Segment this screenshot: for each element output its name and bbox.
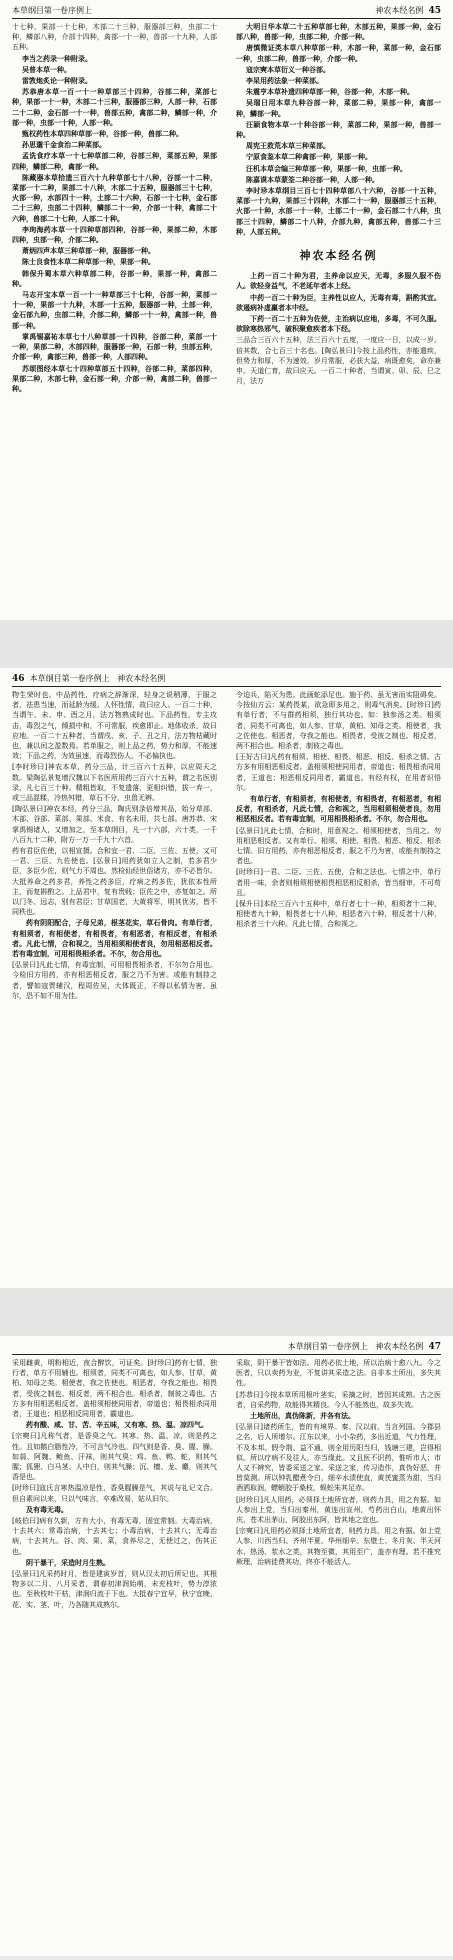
paragraph: [时珍曰]寇氏言寒热温凉是性，香臭腥臊是气，其说与礼记文合。但自素问以来，只以气味言，卒难改易，姑从旧尔。 [12,1484,217,1503]
text-column-right [236,1358,441,1950]
paragraph: 土地所出，真伪陈新，并各有法。 [250,1411,355,1421]
source-entry: 朱震亨本草补遗四种草部一种，谷部一种，木部一种。 [246,87,414,97]
source-entry: 萧炳四声本草三种草部一种，服器部一种。 [22,246,155,256]
source-entry: 苏颂图经本草七十四种草部五十四种，谷部二种，菜部四种，果部二种，木部七种，金石部一种，介部一种，禽部二种，兽部一种。 [12,363,217,393]
header-title: 本草纲目第一卷序例上 [29,674,110,683]
source-entry: 寇宗奭本草衍义一种谷部。 [246,64,330,74]
paragraph: [李时珍曰]神农本草，药分三品，计三百六十五种，以应周天之数。梁陶弘景复增汉魏以下名医所用药三百六十五种，谓之名医别录，凡七百三十种。精粗皆取，不复遗落，更相纠错，拔一弃一，或三品混糅，冷热舛错，草石不分，虫兽无辨。 [12,763,217,803]
running-header [12,672,441,687]
paragraph: [弘景曰]凡此七情，有毒宜制，可用相畏相杀者，不尔勿合用也。今检旧方用药，亦有相恶相反者，服之乃不为害。或能有制持之者，譬如寇贾辅汉，程周佐吴，大体既正，不得以私情为害。虽尔，恐不如不用为佳。 [12,961,217,1000]
text-column-right [236,690,441,1282]
paragraph: [保升曰]本经三百六十五种中，单行者七十一种，相须者十二种，相使者九十种，相畏者七十八种，相恶者六十种，相反者十八种，相杀者三十六种。凡此七情，合和视之。 [236,900,441,929]
source-entry: 掌禹锡嘉祐本草七十八种草部一十四种，谷部二种，菜部一十一种，果部二种，木部四种，服器部一种，石部一种，虫部五种，介部一种，禽部三种，兽部一种，人部四种。 [12,331,217,362]
text-column-right [236,22,441,614]
source-entry: 李珣海药本草一十四种草部四种，谷部一种，果部二种，木部四种，虫部一种，介部二种。 [12,224,217,245]
source-entry: 大明日华本草二十五种草部七种，木部五种，果部一种，金石部八种，兽部一种，虫部二种，介部一种。 [236,22,441,42]
page-47 [0,1336,453,1956]
paragraph: [苏恭曰]今按本草所用根叶茎实，采摘之时，皆因其成熟。古之医者，自采药物，故能得其精良。今人不能然也，故多失效。 [236,1390,441,1409]
page-gap [0,620,453,668]
paragraph: 十七种，果部一十七种，木部二十三种，服器部三种，虫部二十种，鳞部八种，介部十四种，禽部一十一种，兽部一十九种，人部五种。 [12,23,217,52]
running-header [12,4,441,19]
header-section: 神农本经名例 [375,6,424,15]
source-entry: 韩保升蜀本草六种草部二种，谷部一种，果部一种，禽部二种。 [12,268,217,288]
section-heading: 神农本经名例 [299,249,378,263]
source-entry: 李杲用药法象一种菜部。 [246,76,323,86]
header-section: 神农本经名例 [375,1342,424,1351]
page-number: 45 [428,6,441,16]
source-entry: 汪机本草会编三种草部一种，果部一种，虫部一种。 [246,163,407,173]
header-section: 神农本经名例 [117,674,166,683]
header-title: 本草纲目第一卷序例上 [12,6,92,15]
page-number: 47 [428,1342,441,1352]
paragraph: 阴干暴干，采造时月生熟。 [26,1557,110,1567]
source-entry: 陈嘉谟本草蒙筌二种谷部一种，人部一种。 [246,174,379,184]
page-number: 46 [12,674,25,684]
paragraph: 下药一百二十五种为佐使，主治病以应地，多毒，不可久服。欲除寒热邪气，破积聚愈疾者本下经。 [236,314,441,334]
running-header [12,1340,441,1355]
paragraph: 有单行者，有相须者，有相使者，有相畏者，有相恶者，有相反者，有相杀者，凡此七情，合和视之，当用相须相使者良，勿用相恶相反者。若有毒宜制，可用相畏相杀者。不尔，勿合用也。 [236,794,441,824]
page-45 [0,0,453,620]
source-entry: 宁原食鉴本草二种禽部一种，果部一种。 [246,152,372,162]
paragraph: [时珍曰]凡人用药，必须择土地所宜者，则药力具，用之有据。如人参出上党，当归出秦州，黄连出宣州，芍药出白山，地黄出怀庆，苍术出茅山，阿胶出东阿，皆其地之宜也。 [236,1495,441,1525]
paragraph: 药有阴阳配合，子母兄弟，根茎花实，草石骨肉。有单行者，有相须者，有相使者，有相畏者，有相恶者，有相反者，有相杀者。凡此七情，合和视之，当用相须相使者良，勿用相恶相反者。若有毒宜制，可用相畏相杀者。不尔，勿合用也。 [12,918,217,959]
text-column-left [12,1358,217,1950]
source-entry: 甄权药性本草四种草部一种，谷部一种，兽部二种。 [22,129,183,139]
paragraph: [弘景曰]诸药所生，皆的有境界。秦、汉以前，当言列国。今郡县之名，后人所增尔。江东以来，小小杂药，多出近道，气力性理，不及本邦。假令荆、益不通，则全用历阳当归，钱塘三建，岂得相似。所以疗病不及往人，亦当缘此。又且医不识药，惟听市人；市人又不辨究，皆委采送之家。采送之家，传习造作，真伪好恶，并皆莫测。所以钟乳醋煮令白，细辛水渍使直，黄芪蜜蒸为甜，当归酒洒取润，螵蛸胶于桑枝，蜈蚣朱其足赤。 [236,1423,441,1493]
source-entry: 苏恭唐本草一百一十一种草部三十四种，谷部二种，菜部七种，果部一十一种，木部二十三种，服器部三种，人部一种，石部二十二种，金石部一十一种，兽部五种，禽部二种，鳞部一种，介部一种，虫部一十种，人部一种。 [12,87,217,127]
paragraph: 物生荣时也。中品药性，疗病之辞渐深，轻身之说稍薄，于服之者，祛患当速，而延龄为缓。人怀性情，故曰应人。一百二十种，当谓午、未、申、酉之月，法万物熟成时也。下品药性，专主攻击，毒烈之气，倾损中和，不可常服，疾愈即止。地体收杀，故曰应地。一百二十五种者，当谓戌、亥、子、丑之月，法万物枯藏时也，兼以闰之盈数焉。若单服之，则上品之药，势力和厚，不能速效；下品之药，为效虽速，而毒烈伤人，不必偏执也。 [12,691,217,761]
paragraph: [宗奭曰]凡称气者，是香臭之气。其寒、热、温、凉，则是药之性。且如鹅白脂性冷，不可言气冷也。四气则是香、臭、腥、臊。如蒜、阿魏、鲍鱼、汗袜，则其气臭；鸡、鱼、鸭、蛇，则其气腥；狐狸、白马茎、人中白，则其气臊；沉、檀、龙、麝，则其气香是也。 [12,1432,217,1482]
paragraph: [王好古曰]凡药有相须、相使、相畏、相恶、相反、相杀之情。古方多有用相恶相反者。盖相须相使同用者，帝道也；相畏相杀同用者，王道也；相恶相反同用者，霸道也。有经有权，在用者识悟尔。 [236,753,441,792]
header-title: 本草纲目第一卷序例上 [287,1342,368,1351]
source-entry: 孙思邈千金食治二种菜部。 [22,140,106,150]
source-entry: 吴普本草一种。 [22,64,71,74]
paragraph: [岐伯曰]病有久新，方有大小，有毒无毒，固宜常制。大毒治病，十去其六；常毒治病，十去其七；小毒治病，十去其八；无毒治病，十去其九。谷、肉、果、菜，食养尽之，无使过之，伤其正也。 [12,1517,217,1556]
paragraph: 药有君臣佐使，以相宣摄。合和宜一君、二臣、三佐、五使，又可一君、三臣、九佐使也。[弘景曰]用药犹如立人之制，若多君少臣，多臣少佐，则气力不周也。然检仙经世俗诸方，亦不必皆尔。大抵养命之药多君，养性之药多臣，疗病之药多佐，犹依本性所主，而复斟酌之。上品君中，复有贵贱；臣佐之中，亦复如之。所以门冬、远志，别有君臣；甘草国老，大黄将军，明其优劣，皆不同秩也。 [12,847,217,917]
paragraph: [弘景曰]凡此七情，合和时，用意视之。相须相使者，当用之。勿用相恶相反者。又有单行、相须、相使、相畏、相恶、相反、相杀七情。旧方用药，亦有相恶相反者，服之不乃为害，或能有制持之者也。 [236,826,441,866]
source-entry: 孟诜食疗本草一十七种草部二种，谷部三种，菜部五种，果部四种，鳞部二种，禽部一种。 [12,151,217,171]
paragraph: [时珍曰]一君、二臣、三佐、五使，合和之法也。七情之中，单行者用一味，余者则相须相使相畏相恶相反相杀，皆当细审，不可苟且。 [236,868,441,897]
paragraph: 采取，阴干暴干皆如法。用药必依土地，所以治病十愈八九。今之医者，只以卖药为业，不复讲其采造之法。自非本土所出，多失其性。 [236,1359,441,1388]
source-entry: 雷敩炮炙论一种附录。 [22,76,92,86]
paragraph: 及有毒无毒。 [26,1504,68,1514]
paragraph: [陶弘景曰]神农本经，药分三品，陶氏别录倍增其品，始分草部、木部、谷部、菜部、果部、米食、有名未用，共七部。唐苏恭、宋掌禹锡诸人，又增加之，至本草纲目，凡一十六部，六十类，一千八百九十二种，附方一万一千九十六首。 [12,805,217,844]
source-entry: 李时珍本草纲目三百七十四种草部八十六种，谷部一十五种，菜部一十九种，果部三十四种，木部二十一种，服器部三十五种，火部一十种，水部一十一种，土部二十一种，金石部二十八种，虫部三十四种，鳞部二十八种，介部九种，禽部五种，兽部二十三种，人部五种。 [236,186,441,236]
paragraph: 上药一百二十种为君，主养命以应天，无毒，多服久服不伤人。欲轻身益气，不老延年者本上经。 [236,271,441,291]
page-46 [0,668,453,1288]
paragraph: 药有酸、咸、甘、苦、辛五味，又有寒、热、温、凉四气。 [26,1420,208,1430]
source-entry: 陈士良食性本草二种草部一种，果部一种。 [22,257,155,267]
paragraph: 采用雌黄，明粉相近，夜合醉饮，可证矣。[时珍曰]药有七情，独行者，单方不用辅也。相须者，同类不可离也，如人参、甘草，黄柏、知母之类。相使者，我之佐使也。相恶者，夺我之能也。相畏者，受彼之制也。相反者，两不相合也。相杀者，制彼之毒也。古方多有用相恶相反者。盖相须相使同用者，帝道也；相畏相杀同用者，王道也；相恶相反同用者，霸道也。 [12,1359,217,1419]
page-gap [0,1288,453,1336]
source-entry: 唐慎微证类本草八种草部一种，木部一种，菜部一种，金石部一种，虫部二种，兽部一种，介部一种。 [236,43,441,63]
source-entry: 周宪王救荒本草三种菜部。 [246,141,330,151]
source-entry: 马志开宝本草一百一十一种草部三十七种，谷部一种，菜部一十一种，果部一十九种，木部一十五种，服器部一种，土部一种，金石部九种，虫部二种，介部二种，鳞部一十一种，禽部一种，兽部一种。 [12,290,217,330]
paragraph: 三品合三百六十五种，法三百六十五度，一度应一日，以成一岁。倍其数，合七百三十名也。[陶弘景曰]今按上品药性，亦能遣疾，但势力和厚，不为速效，岁月常服，必获大益，病既愈矣，命亦兼申。天道仁育，故曰应天。一百二十种者，当谓寅、卯、辰、巳之月，法万 [236,336,441,386]
paragraph: [弘景曰]凡采药时月，皆是建寅岁首，则从汉太初后所记也。其根物多以二月、八月采者，谓春初津润始萌，未充枝叶，势力淳浓也。至秋枝叶干枯，津润归流于下也。大抵春宁宜早，秋宁宜晚，花、实、茎、叶，乃各随其成熟尔。 [12,1570,217,1609]
paragraph: 令迫兵，陷灭为患。此画蛇添足也。施于药、虽无害而实阻碍矣。今按仙方云：某药畏某，欲急即多用之，则毒气消矣。[时珍曰]药有单行者，不与群药相须，独行其功也。如：独参汤之类。相须者，同类不可离也，如人参、甘草，黄柏、知母之类。相使者，我之佐使也。相恶者，夺我之能也。相畏者，受彼之制也。相反者，两不相合也。相杀者，制彼之毒也。 [236,691,441,751]
source-entry: 吴瑞日用本草九种谷部一种，菜部二种，果部一种，禽部一种，鳞部一种。 [236,98,441,118]
source-entry: 李当之药录一种附录。 [22,53,92,63]
paragraph: [宗奭曰]凡用药必须择土地所宜者，则药力具，用之有据。如上党人参、川西当归、齐州半夏、华州细辛。东壁土、冬月灰、半天河水、热汤、浆水之类，其物至微，其用至广，盖亦有理。若不推究厥理，治病徒费其功，终亦不能活人。 [236,1527,441,1566]
text-column-left [12,690,217,1282]
text-column-left [12,22,217,614]
source-entry: 汪颖食物本草一十种谷部一种，菜部二种，果部一种，兽部一种。 [236,119,441,140]
paragraph: 中药一百二十种为臣，主养性以应人，无毒有毒，斟酌其宜。欲遏病补虚羸者本中经。 [236,292,441,312]
source-entry: 陈藏器本草拾遗三百六十九种草部七十八种，谷部一十二种，菜部一十二种，果部二十八种，木部二十五种，服器部三十七种，火部一种，水部四十一种，土部二十六种，石部一十七种，金石部二十三种，虫部二十四种，鳞部二十一种，介部一十种，禽部二十六种，兽部二十七种，人部二十种。 [12,172,217,223]
